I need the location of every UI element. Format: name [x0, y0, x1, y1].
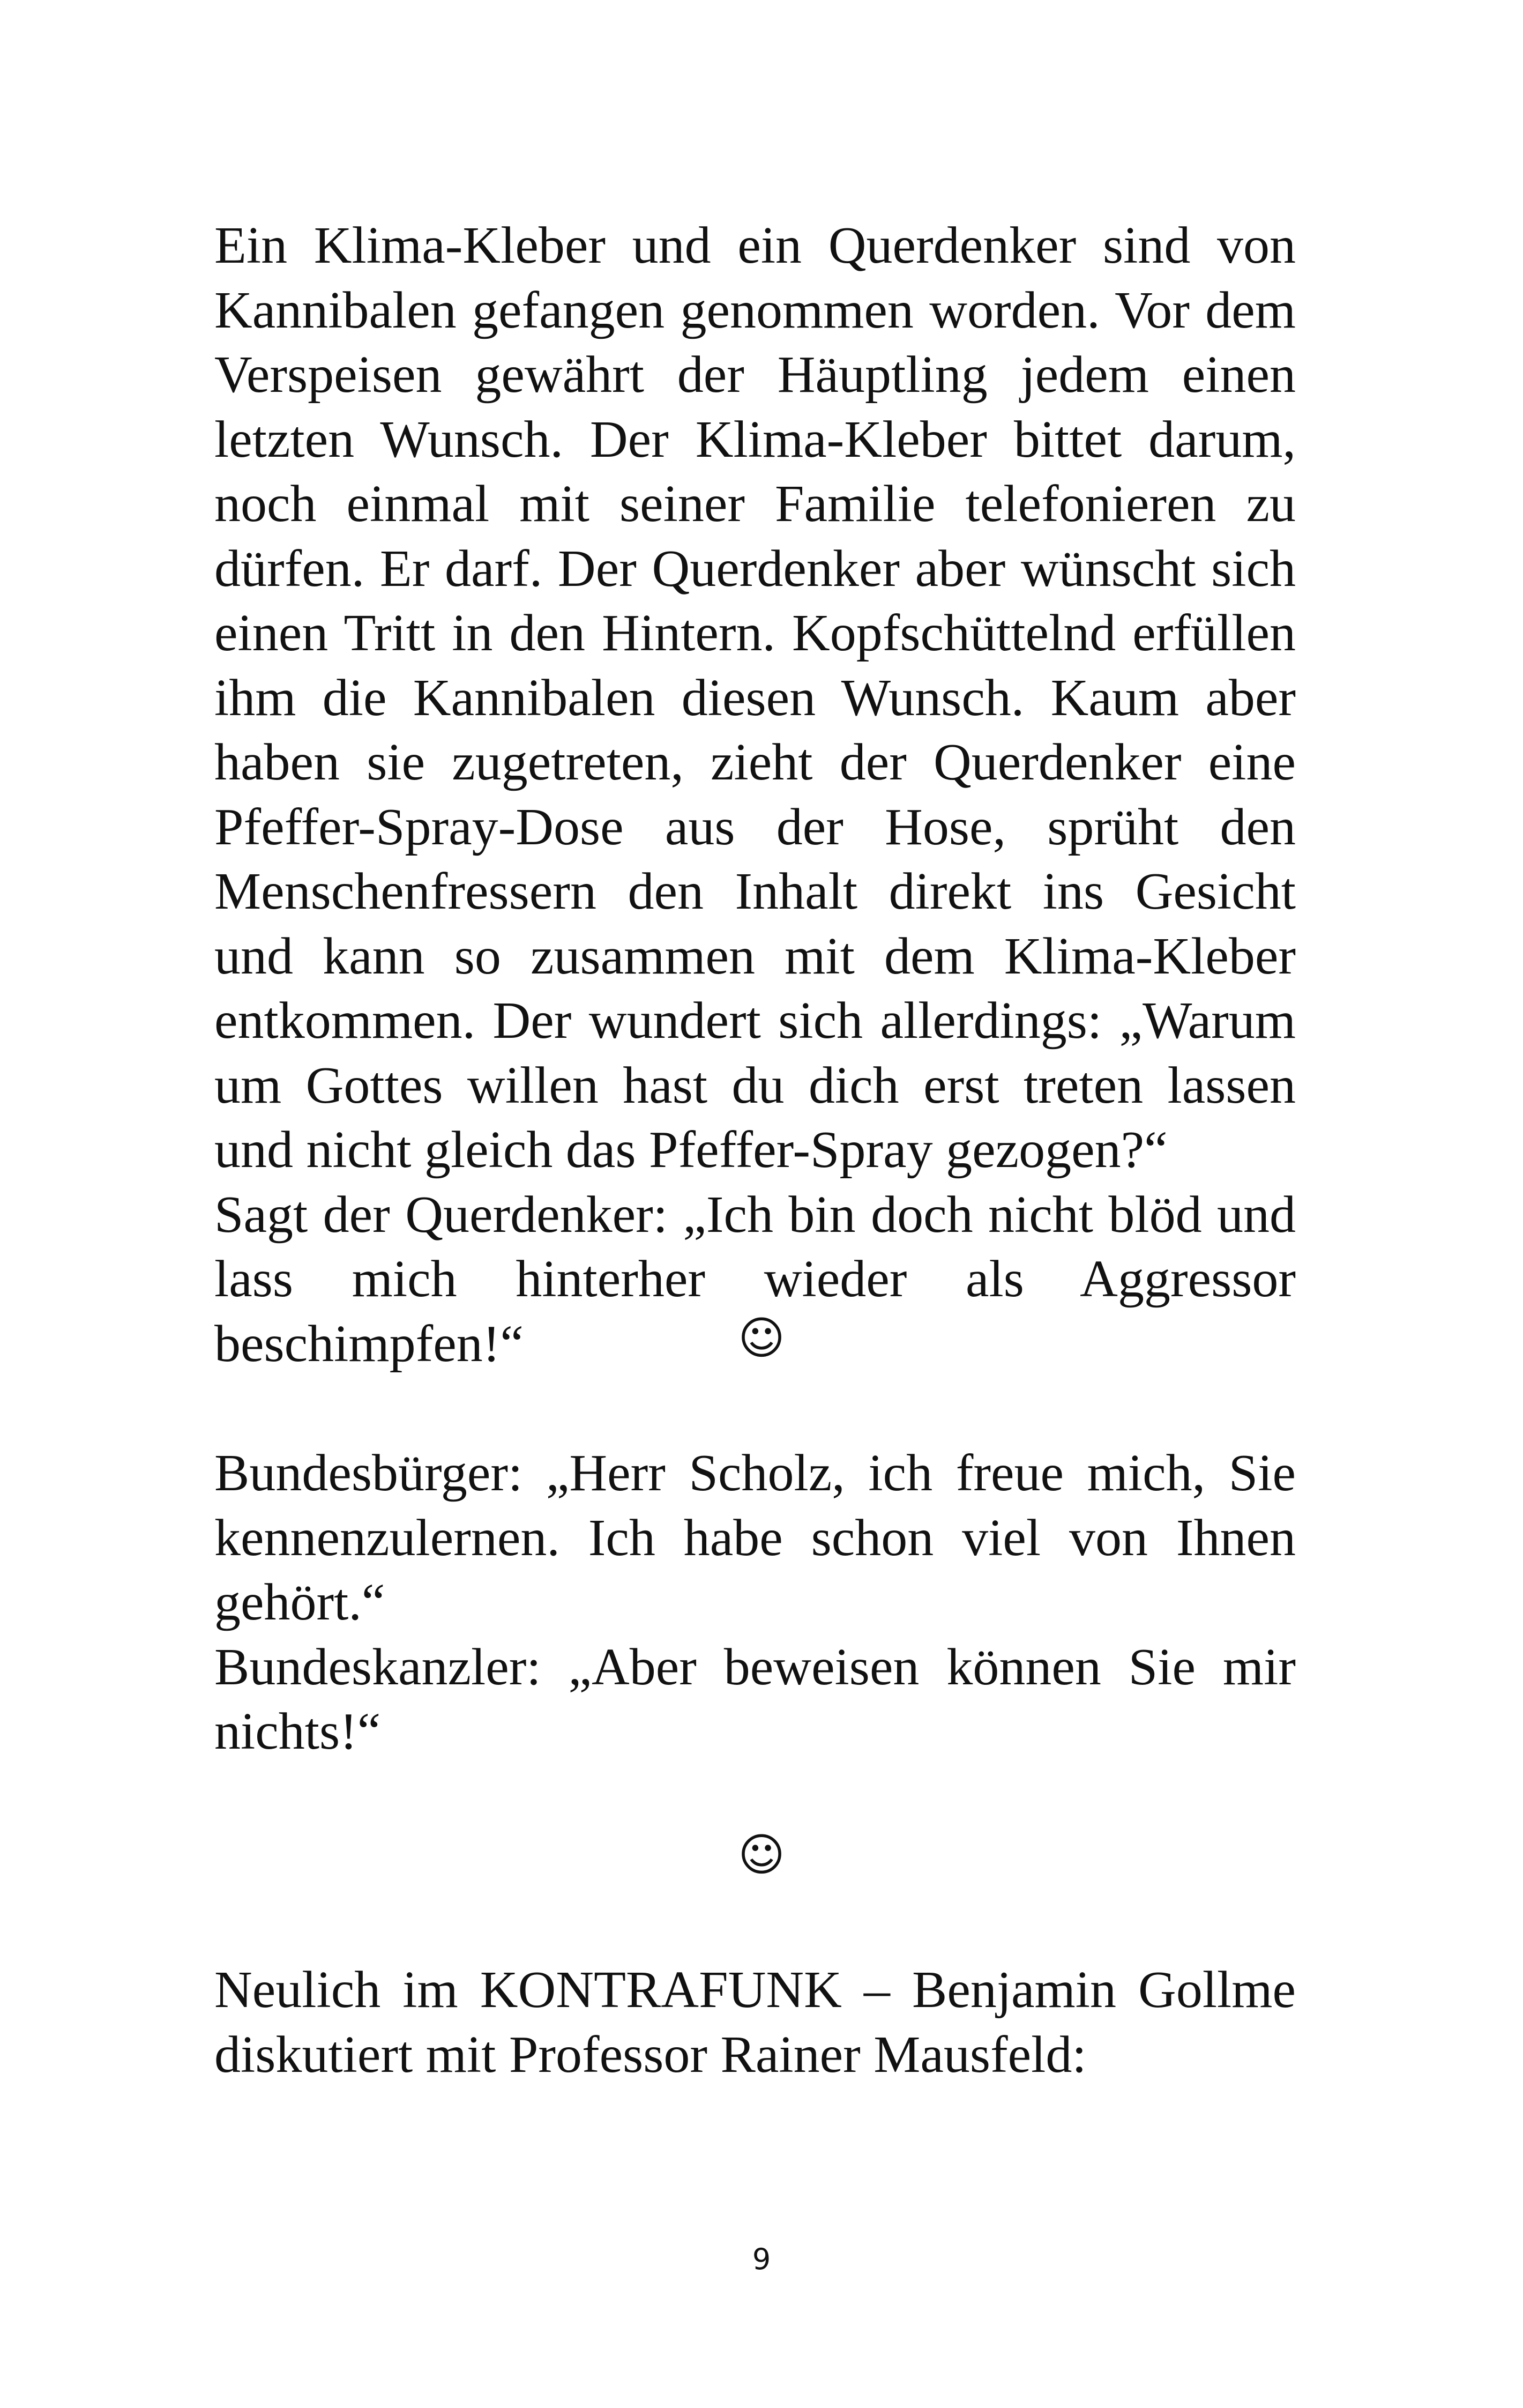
joke-2	[214, 1441, 1296, 1764]
joke-2-chancellor-paragraph: Bundeskanzler: „Aber beweisen können Sie mir nichts!“	[214, 1638, 1296, 1760]
joke-1	[214, 213, 1296, 1376]
joke-1-punchline-paragraph: Sagt der Querdenker: „Ich bin doch nicht blöd und lass mich hinterher wieder als Aggressor beschimpfen!“	[214, 1185, 1296, 1373]
page-number: 9	[752, 2242, 771, 2276]
joke-3-intro-paragraph: Neulich im KONTRAFUNK – Benjamin Gollme diskutiert mit Professor Rainer Mausfeld:	[214, 1961, 1296, 2084]
joke-1-story-paragraph: Ein Klima-Kleber und ein Querdenker sind von Kannibalen gefangen genommen worden. Vor dem Verspeisen gewährt der Häuptling jedem einen letzten Wunsch. Der Klima-Kleber bittet darum, noch einmal mit seiner Familie telefonieren zu dürfen. Er darf. Der Querdenker aber wünscht sich einen Tritt in den Hintern. Kopfschüttelnd erfüllen ihm die Kannibalen diesen Wunsch. Kaum aber haben sie zugetreten, zieht der Querdenker eine Pfeffer-Spray-Dose aus der Hose, sprüht den Menschenfressern den Inhalt direkt ins Gesicht und kann so zusammen mit dem Klima-Kleber entkommen. Der wundert sich allerdings: „Warum um Gottes willen hast du dich erst treten lassen und nicht gleich das Pfeffer-Spray gezogen?“	[214, 217, 1296, 1179]
smiley-separator-icon: ☺	[738, 1829, 785, 1881]
joke-3	[214, 1958, 1296, 2087]
joke-2-citizen-paragraph: Bundesbürger: „Herr Scholz, ich freue mich, Sie kennenzulernen. Ich habe schon viel von Ihnen gehört.“	[214, 1444, 1296, 1631]
smiley-separator-icon: ☺	[738, 1312, 785, 1364]
